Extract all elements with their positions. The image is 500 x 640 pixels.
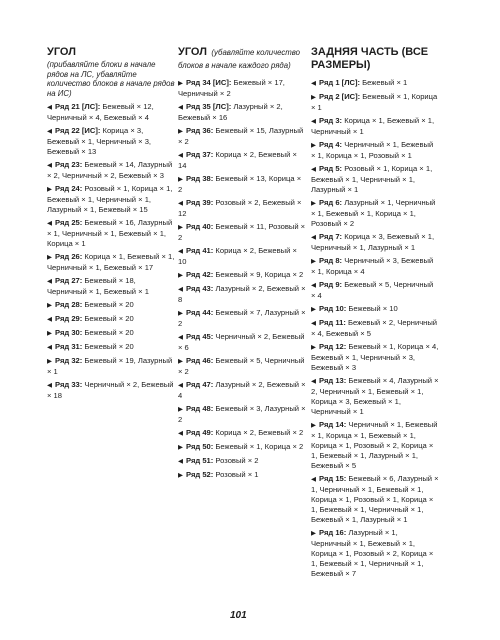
row-label: Ряд 48: <box>186 403 214 413</box>
arrow-left-icon: ◀ <box>47 344 52 352</box>
section-title: УГОЛ <box>47 46 76 58</box>
arrow-right-icon: ▶ <box>178 405 183 413</box>
arrow-left-icon: ◀ <box>178 333 183 341</box>
row-label: Ряд 37: <box>186 149 214 159</box>
row-label: Ряд 42: <box>186 269 214 279</box>
pattern-row <box>178 102 306 123</box>
section-header <box>47 46 175 98</box>
row-text: Корица × 1, Бежевый × 1, Черничный × 1 <box>311 116 435 136</box>
row-label: Ряд 32: <box>55 356 83 366</box>
row-text: Бежевый × 7, Лазурный × 2 <box>178 307 306 328</box>
row-text: Бежевый × 5, Черничный × 2 <box>178 355 305 376</box>
arrow-right-icon: ▶ <box>311 344 316 351</box>
pattern-row <box>178 270 306 281</box>
row-label: Ряд 30: <box>55 328 83 338</box>
pattern-row <box>311 92 439 113</box>
pattern-row <box>47 184 175 215</box>
row-text: Розовый × 2 <box>213 455 259 465</box>
pattern-row <box>178 404 306 425</box>
row-text: Бежевый × 19, Лазурный × 1 <box>47 356 173 377</box>
row-label: Ряд 26: <box>55 252 83 262</box>
arrow-right-icon: ▶ <box>311 422 316 429</box>
arrow-right-icon: ▶ <box>47 254 52 262</box>
arrow-right-icon: ▶ <box>178 443 183 451</box>
row-text: Бежевый × 4, Лазурный × 2, Черничный × 1, Бежевый × 1, Корица × 3, Бежевый × 1, Черничный × 1 <box>311 376 439 416</box>
row-label: Ряд 11: <box>319 318 346 327</box>
pattern-row <box>311 164 439 195</box>
pattern-row <box>47 356 175 377</box>
row-label: Ряд 45: <box>186 331 214 341</box>
arrow-left-icon: ◀ <box>311 80 316 87</box>
section-title: ЗАДНЯЯ ЧАСТЬ (ВСЕ РАЗМЕРЫ) <box>311 46 429 71</box>
row-label: Ряд 6: <box>319 198 343 207</box>
row-text: Бежевый × 20 <box>82 314 134 324</box>
arrow-left-icon: ◀ <box>311 118 316 125</box>
pattern-row <box>311 420 439 471</box>
row-text: Бежевый × 11, Розовый × 2 <box>178 221 306 242</box>
row-label: Ряд 2 [ИС]: <box>319 92 361 101</box>
section-subtitle: (убавляйте количество блоков в начале каждого ряда) <box>178 48 300 70</box>
row-label: Ряд 15: <box>319 474 347 483</box>
pattern-row <box>47 314 175 325</box>
arrow-right-icon: ▶ <box>178 127 183 135</box>
row-text: Корица × 3, Бежевый × 1, Черничный × 1, Лазурный × 1 <box>311 232 435 252</box>
row-label: Ряд 1 [ЛС]: <box>319 78 361 87</box>
pattern-row <box>47 380 175 401</box>
arrow-left-icon: ◀ <box>47 382 52 390</box>
row-label: Ряд 25: <box>55 218 83 228</box>
row-text: Бежевый × 1, Корица × 2 <box>213 441 304 451</box>
row-text: Бежевый × 17, Черничный × 2 <box>178 77 285 98</box>
row-label: Ряд 40: <box>186 221 214 231</box>
arrow-right-icon: ▶ <box>178 223 183 231</box>
arrow-left-icon: ◀ <box>47 128 52 136</box>
row-label: Ряд 39: <box>186 197 214 207</box>
row-text: Черничный × 2, Бежевый × 6 <box>178 331 305 352</box>
pattern-row <box>311 280 439 301</box>
pattern-row <box>311 376 439 417</box>
row-text: Черничный × 2, Бежевый × 18 <box>47 380 174 401</box>
pattern-row <box>178 470 306 481</box>
row-text: Лазурный × 1, Черничный × 1, Бежевый × 1, Корица × 1, Розовый × 2 <box>311 198 436 228</box>
pattern-row <box>47 126 175 157</box>
row-text: Корица × 3, Бежевый × 1, Черничный × 3, Бежевый × 13 <box>47 126 152 157</box>
row-label: Ряд 50: <box>186 441 214 451</box>
row-text: Бежевый × 9, Корица × 2 <box>213 269 304 279</box>
section-header <box>311 46 439 72</box>
pattern-row <box>178 456 306 467</box>
arrow-left-icon: ◀ <box>47 316 52 324</box>
row-label: Ряд 36: <box>186 125 214 135</box>
arrow-left-icon: ◀ <box>311 282 316 289</box>
row-text: Бежевый × 16, Лазурный × 1, Черничный × 1, Бежевый × 1, Корица × 1 <box>47 218 173 249</box>
row-text: Бежевый × 18, Черничный × 1, Бежевый × 1 <box>47 276 149 297</box>
arrow-right-icon: ▶ <box>47 358 52 366</box>
row-text: Черничный × 3, Бежевый × 1, Корица × 4 <box>311 256 434 276</box>
pattern-row <box>178 174 306 195</box>
arrow-left-icon: ◀ <box>311 234 316 241</box>
row-label: Ряд 12: <box>319 342 347 351</box>
arrow-right-icon: ▶ <box>47 302 52 310</box>
row-text: Лазурный × 2, Бежевый × 4 <box>178 379 306 400</box>
pattern-row <box>178 284 306 305</box>
row-label: Ряд 27: <box>55 276 83 286</box>
row-label: Ряд 51: <box>186 455 214 465</box>
row-text: Бежевый × 20 <box>82 342 134 352</box>
row-label: Ряд 43: <box>186 283 214 293</box>
arrow-right-icon: ▶ <box>311 142 316 149</box>
pattern-row <box>178 308 306 329</box>
row-label: Ряд 35 [ЛС]: <box>186 101 232 111</box>
arrow-right-icon: ▶ <box>311 94 316 101</box>
row-text: Черничный × 1, Бежевый × 1, Корица × 1, Розовый × 1 <box>311 140 434 160</box>
arrow-right-icon: ▶ <box>178 79 183 87</box>
row-label: Ряд 3: <box>319 116 343 125</box>
row-label: Ряд 41: <box>186 245 214 255</box>
arrow-right-icon: ▶ <box>47 186 52 194</box>
row-label: Ряд 49: <box>186 427 214 437</box>
arrow-left-icon: ◀ <box>47 104 52 112</box>
arrow-left-icon: ◀ <box>311 320 316 327</box>
row-label: Ряд 8: <box>319 256 343 265</box>
arrow-right-icon: ▶ <box>178 175 183 183</box>
arrow-left-icon: ◀ <box>47 220 52 228</box>
row-list <box>47 102 175 401</box>
arrow-left-icon: ◀ <box>47 162 52 170</box>
row-list <box>178 78 306 481</box>
arrow-left-icon: ◀ <box>311 476 316 483</box>
row-label: Ряд 52: <box>186 469 214 479</box>
arrow-left-icon: ◀ <box>178 103 183 111</box>
row-text: Бежевый × 14, Лазурный × 2, Черничный × 2, Бежевый × 3 <box>47 160 173 181</box>
pattern-row <box>311 318 439 339</box>
row-label: Ряд 13: <box>319 376 347 385</box>
page-number: 101 <box>230 610 247 621</box>
arrow-left-icon: ◀ <box>178 381 183 389</box>
row-text: Корица × 2, Бежевый × 10 <box>178 245 297 266</box>
row-text: Корица × 2, Бежевый × 2 <box>213 427 304 437</box>
arrow-left-icon: ◀ <box>178 247 183 255</box>
row-text: Бежевый × 1 <box>360 78 408 87</box>
arrow-left-icon: ◀ <box>311 378 316 385</box>
row-text: Бежевый × 6, Лазурный × 1, Черничный × 1, Бежевый × 1, Корица × 1, Розовый × 1, Корица × 1, Бежевый × 1, Черничный × 1, Бежевый × 1, Лазурный × 1 <box>311 474 439 524</box>
pattern-row <box>311 116 439 137</box>
section-header <box>178 46 306 71</box>
pattern-row <box>311 528 439 579</box>
arrow-left-icon: ◀ <box>178 285 183 293</box>
row-label: Ряд 47: <box>186 379 214 389</box>
row-label: Ряд 24: <box>55 184 83 194</box>
pattern-row <box>47 160 175 181</box>
row-label: Ряд 31: <box>55 342 83 352</box>
row-text: Бежевый × 20 <box>82 328 134 338</box>
row-label: Ряд 38: <box>186 173 214 183</box>
row-label: Ряд 4: <box>319 140 343 149</box>
row-label: Ряд 46: <box>186 355 214 365</box>
pattern-row <box>311 78 439 89</box>
column-corner-1 <box>47 46 175 404</box>
pattern-row <box>311 256 439 277</box>
pattern-row <box>178 428 306 439</box>
pattern-row <box>47 276 175 297</box>
row-label: Ряд 16: <box>319 528 347 537</box>
arrow-right-icon: ▶ <box>311 306 316 313</box>
pattern-row <box>178 380 306 401</box>
row-text: Лазурный × 1, Черничный × 1, Бежевый × 1, Корица × 1, Розовый × 2, Корица × 1, Бежевый × 1, Черничный × 1, Бежевый × 7 <box>311 528 434 578</box>
arrow-right-icon: ▶ <box>178 271 183 279</box>
row-list <box>311 78 439 579</box>
pattern-row <box>178 126 306 147</box>
pattern-row <box>311 474 439 525</box>
arrow-left-icon: ◀ <box>47 278 52 286</box>
arrow-right-icon: ▶ <box>311 530 316 537</box>
row-label: Ряд 44: <box>186 307 214 317</box>
row-text: Розовый × 2, Бежевый × 12 <box>178 197 302 218</box>
pattern-row <box>47 342 175 353</box>
pattern-row <box>178 78 306 99</box>
row-text: Бежевый × 1, Корица × 4, Бежевый × 1, Черничный × 3, Бежевый × 3 <box>311 342 439 372</box>
arrow-right-icon: ▶ <box>311 200 316 207</box>
row-text: Черничный × 1, Бежевый × 1, Корица × 1, Бежевый × 1, Корица × 1, Розовый × 2, Корица × 1, Бежевый × 1, Лазурный × 1, Бежевый × 5 <box>311 420 438 470</box>
pattern-row <box>178 356 306 377</box>
arrow-right-icon: ▶ <box>311 258 316 265</box>
arrow-left-icon: ◀ <box>178 457 183 465</box>
arrow-right-icon: ▶ <box>47 330 52 338</box>
row-label: Ряд 28: <box>55 300 83 310</box>
row-label: Ряд 10: <box>319 304 347 313</box>
row-text: Розовый × 1 <box>213 469 259 479</box>
pattern-row <box>178 246 306 267</box>
pattern-row <box>178 332 306 353</box>
row-text: Бежевый × 15, Лазурный × 2 <box>178 125 304 146</box>
arrow-left-icon: ◀ <box>311 166 316 173</box>
pattern-row <box>311 198 439 229</box>
pattern-row <box>47 300 175 311</box>
arrow-left-icon: ◀ <box>178 151 183 159</box>
row-label: Ряд 22 [ИС]: <box>55 126 101 136</box>
row-text: Корица × 2, Бежевый × 14 <box>178 149 297 170</box>
row-label: Ряд 14: <box>319 420 347 429</box>
pattern-row <box>47 252 175 273</box>
arrow-right-icon: ▶ <box>178 471 183 479</box>
arrow-right-icon: ▶ <box>178 357 183 365</box>
row-label: Ряд 7: <box>319 232 343 241</box>
pattern-row <box>311 140 439 161</box>
row-label: Ряд 33: <box>55 380 83 390</box>
row-text: Бежевый × 2, Черничный × 4, Бежевый × 5 <box>311 318 438 338</box>
section-subtitle: (прибавляйте блоки в начале рядов на ЛС, убавляйте количество блоков в начале рядов на ИС) <box>47 60 175 98</box>
row-text: Бежевый × 12, Черничный × 4, Бежевый × 4 <box>47 102 154 123</box>
pattern-row <box>47 328 175 339</box>
pattern-row <box>311 342 439 373</box>
column-back-part <box>311 46 439 582</box>
row-text: Бежевый × 10 <box>346 304 398 313</box>
row-label: Ряд 5: <box>319 164 343 173</box>
row-text: Бежевый × 5, Черничный × 4 <box>311 280 434 300</box>
row-label: Ряд 9: <box>319 280 343 289</box>
row-text: Бежевый × 13, Корица × 2 <box>178 173 302 194</box>
row-text: Бежевый × 3, Лазурный × 2 <box>178 403 306 424</box>
arrow-left-icon: ◀ <box>178 429 183 437</box>
row-text: Бежевый × 20 <box>82 300 134 310</box>
arrow-left-icon: ◀ <box>178 199 183 207</box>
arrow-right-icon: ▶ <box>178 309 183 317</box>
pattern-row <box>311 304 439 315</box>
row-text: Корица × 1, Бежевый × 1, Черничный × 1, Бежевый × 17 <box>47 252 175 273</box>
pattern-row <box>178 442 306 453</box>
row-label: Ряд 21 [ЛС]: <box>55 102 101 112</box>
section-title: УГОЛ <box>178 46 207 58</box>
row-text: Бежевый × 1, Корица × 1 <box>311 92 438 112</box>
row-label: Ряд 29: <box>55 314 83 324</box>
row-label: Ряд 23: <box>55 160 83 170</box>
row-text: Лазурный × 2, Бежевый × 8 <box>178 283 306 304</box>
row-text: Розовый × 1, Корица × 1, Бежевый × 1, Черничный × 1, Лазурный × 1 <box>311 164 433 194</box>
pattern-row <box>178 222 306 243</box>
pattern-row <box>47 218 175 249</box>
row-label: Ряд 34 [ИС]: <box>186 77 232 87</box>
row-text: Лазурный × 2, Бежевый × 16 <box>178 101 283 122</box>
column-corner-2 <box>178 46 306 484</box>
pattern-row <box>47 102 175 123</box>
pattern-row <box>311 232 439 253</box>
pattern-row <box>178 150 306 171</box>
row-text: Розовый × 1, Корица × 1, Бежевый × 1, Черничный × 1, Лазурный × 1, Бежевый × 15 <box>47 184 173 215</box>
pattern-row <box>178 198 306 219</box>
